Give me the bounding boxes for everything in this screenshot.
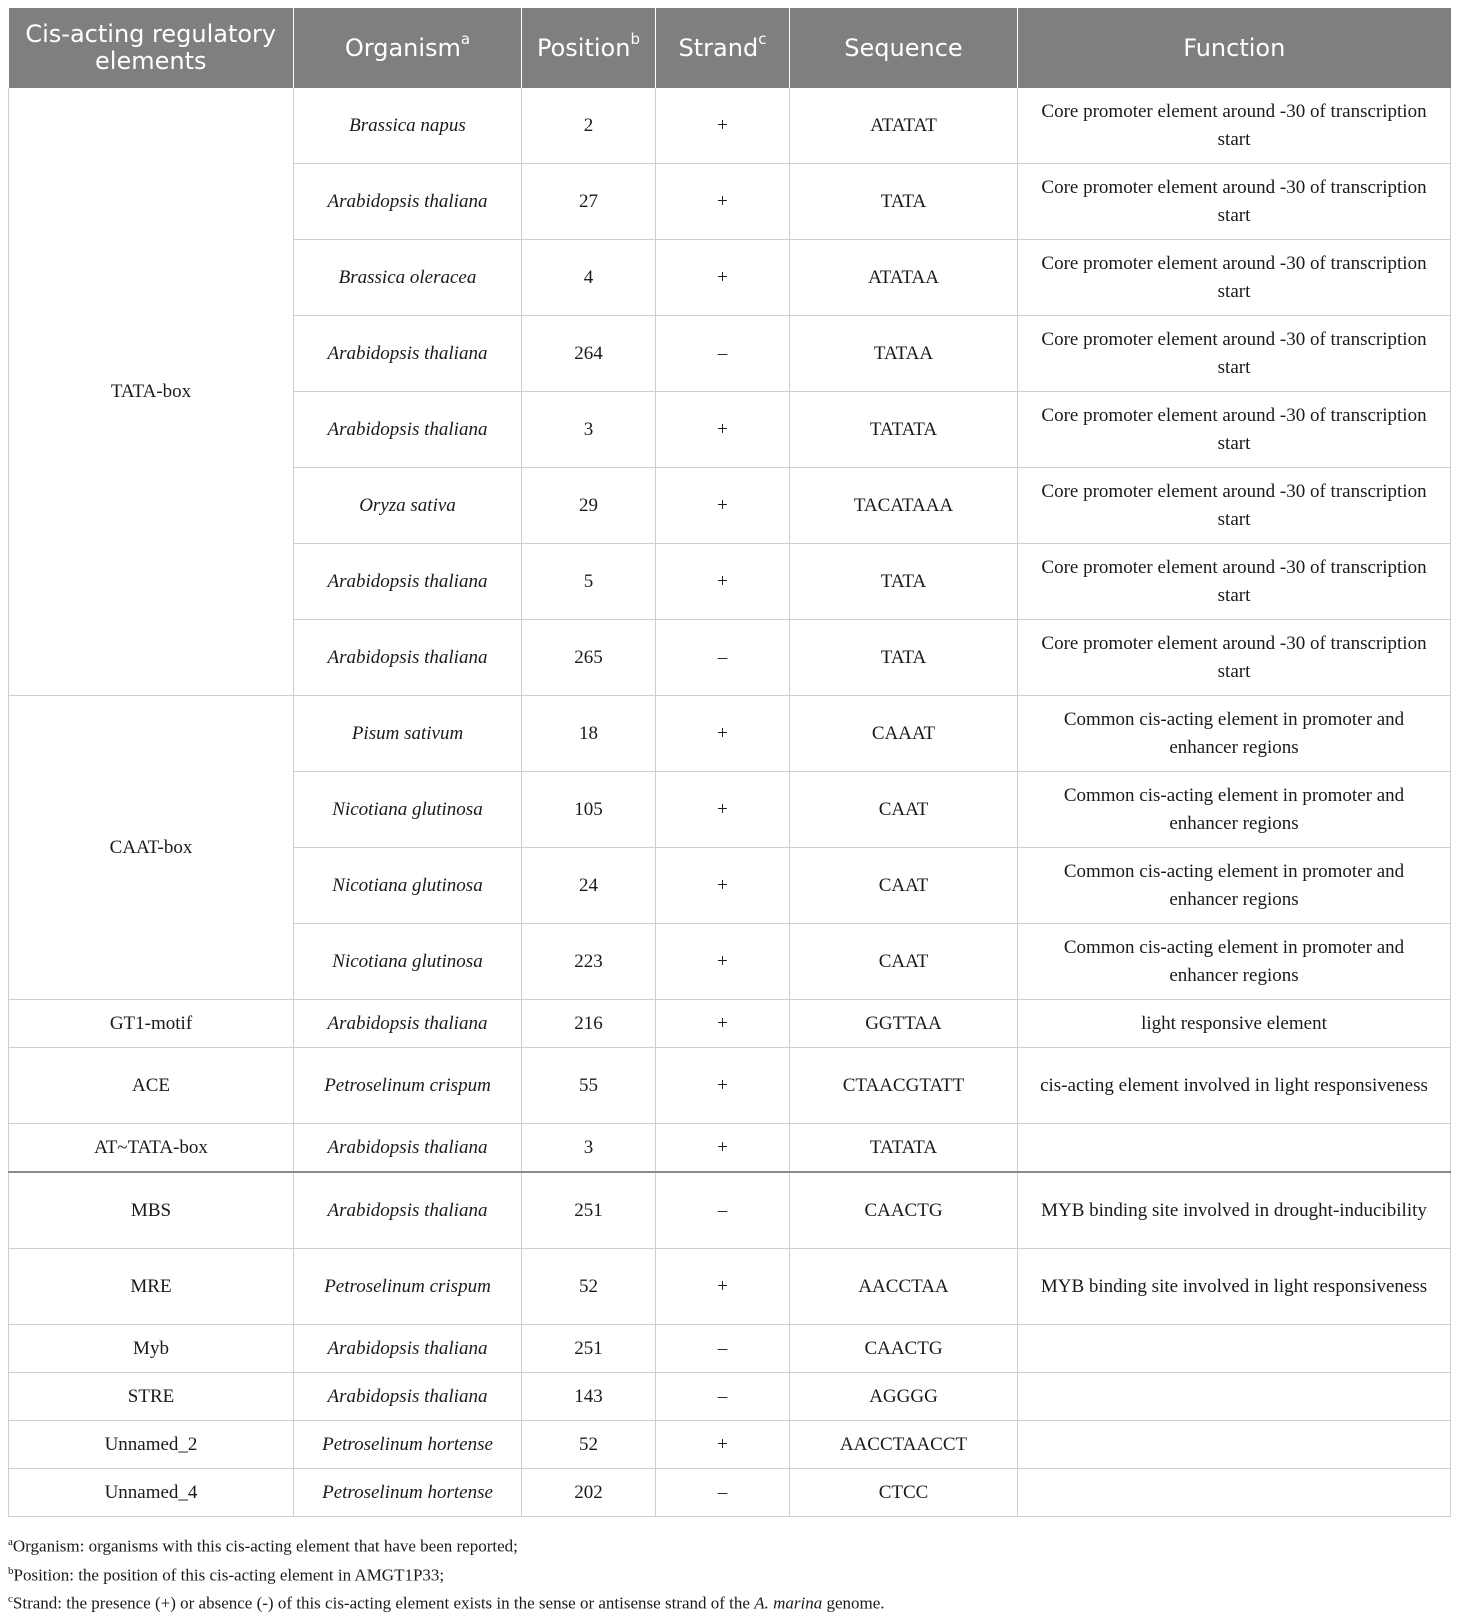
organism-cell: Brassica oleracea [294, 240, 522, 316]
organism-cell: Arabidopsis thaliana [294, 392, 522, 468]
organism-cell: Nicotiana glutinosa [294, 924, 522, 1000]
organism-cell: Pisum sativum [294, 696, 522, 772]
table-footnotes [8, 1530, 1450, 1616]
function-cell [1018, 1373, 1451, 1421]
function-cell [1018, 1124, 1451, 1173]
sequence-cell: ATATAA [790, 240, 1018, 316]
strand-cell: + [656, 924, 790, 1000]
sequence-cell: TATATA [790, 392, 1018, 468]
function-cell: Common cis-acting element in promoter and enhancer regions [1018, 848, 1451, 924]
sequence-cell: CAAT [790, 848, 1018, 924]
function-cell: Core promoter element around -30 of transcription start [1018, 316, 1451, 392]
cis-element-table [8, 8, 1451, 1517]
function-cell: MYB binding site involved in light responsiveness [1018, 1249, 1451, 1325]
strand-cell: – [656, 1172, 790, 1249]
organism-cell: Petroselinum hortense [294, 1421, 522, 1469]
strand-cell: + [656, 848, 790, 924]
table-row [9, 1325, 1451, 1373]
strand-cell: + [656, 88, 790, 164]
sequence-cell: CAACTG [790, 1172, 1018, 1249]
function-cell [1018, 1421, 1451, 1469]
strand-cell: – [656, 316, 790, 392]
organism-cell: Petroselinum crispum [294, 1249, 522, 1325]
strand-cell: + [656, 392, 790, 468]
table-row [9, 88, 1451, 164]
position-cell: 24 [522, 848, 656, 924]
strand-cell: + [656, 1249, 790, 1325]
position-cell: 29 [522, 468, 656, 544]
position-cell: 251 [522, 1325, 656, 1373]
sequence-cell: CTAACGTATT [790, 1048, 1018, 1124]
organism-cell: Arabidopsis thaliana [294, 1325, 522, 1373]
sequence-cell: AACCTAACCT [790, 1421, 1018, 1469]
table-header-row [9, 8, 1451, 88]
table-row [9, 1373, 1451, 1421]
table-row [9, 1469, 1451, 1517]
header-cell-organism: Organism$^a$ [294, 8, 522, 88]
position-cell: 52 [522, 1421, 656, 1469]
organism-cell: Arabidopsis thaliana [294, 544, 522, 620]
sequence-cell: CAAT [790, 772, 1018, 848]
element-name-cell: MBS [9, 1172, 294, 1249]
strand-cell: – [656, 1373, 790, 1421]
footnote-a: $^a$Organism: organisms with this cis-acting element that have been reported; [8, 1536, 518, 1556]
element-name-cell: GT1-motif [9, 1000, 294, 1048]
header-cell-position: Position$^b$ [522, 8, 656, 88]
position-cell: 143 [522, 1373, 656, 1421]
function-cell: Core promoter element around -30 of transcription start [1018, 620, 1451, 696]
sequence-cell: CAAAT [790, 696, 1018, 772]
organism-cell: Arabidopsis thaliana [294, 1373, 522, 1421]
element-name-cell: AT~TATA-box [9, 1124, 294, 1173]
footnote-b: $^b$Position: the position of this cis-acting element in AMGT1P33; [8, 1564, 445, 1585]
organism-cell: Arabidopsis thaliana [294, 620, 522, 696]
strand-cell: + [656, 1421, 790, 1469]
table-row [9, 1249, 1451, 1325]
sequence-cell: TACATAAA [790, 468, 1018, 544]
function-cell [1018, 1469, 1451, 1517]
element-name-cell: TATA-box [9, 88, 294, 696]
header-cell-function: Function [1018, 8, 1451, 88]
footnote-c: $^c$Strand: the presence (+) or absence (-) of this cis-acting element exists in the sense or antisense strand of the A. marina genome. [8, 1593, 885, 1613]
organism-cell: Arabidopsis thaliana [294, 1172, 522, 1249]
element-name-cell: Unnamed_4 [9, 1469, 294, 1517]
strand-cell: + [656, 772, 790, 848]
organism-cell: Arabidopsis thaliana [294, 1124, 522, 1173]
function-cell: Common cis-acting element in promoter and enhancer regions [1018, 696, 1451, 772]
sequence-cell: GGTTAA [790, 1000, 1018, 1048]
strand-cell: + [656, 164, 790, 240]
position-cell: 251 [522, 1172, 656, 1249]
position-cell: 4 [522, 240, 656, 316]
strand-cell: + [656, 696, 790, 772]
sequence-cell: TATA [790, 620, 1018, 696]
strand-cell: + [656, 1124, 790, 1173]
organism-cell: Nicotiana glutinosa [294, 772, 522, 848]
element-name-cell: STRE [9, 1373, 294, 1421]
table-row [9, 1124, 1451, 1173]
table-row [9, 1421, 1451, 1469]
position-cell: 2 [522, 88, 656, 164]
position-cell: 18 [522, 696, 656, 772]
position-cell: 55 [522, 1048, 656, 1124]
function-cell: MYB binding site involved in drought-inducibility [1018, 1172, 1451, 1249]
table-row [9, 1172, 1451, 1249]
organism-cell: Petroselinum hortense [294, 1469, 522, 1517]
element-name-cell: MRE [9, 1249, 294, 1325]
strand-cell: + [656, 1048, 790, 1124]
sequence-cell: AGGGG [790, 1373, 1018, 1421]
position-cell: 5 [522, 544, 656, 620]
organism-cell: Brassica napus [294, 88, 522, 164]
position-cell: 3 [522, 392, 656, 468]
function-cell: cis-acting element involved in light responsiveness [1018, 1048, 1451, 1124]
sequence-cell: TATA [790, 164, 1018, 240]
position-cell: 52 [522, 1249, 656, 1325]
function-cell: Core promoter element around -30 of transcription start [1018, 468, 1451, 544]
organism-cell: Arabidopsis thaliana [294, 164, 522, 240]
position-cell: 265 [522, 620, 656, 696]
table-row [9, 1048, 1451, 1124]
function-cell: Common cis-acting element in promoter and enhancer regions [1018, 772, 1451, 848]
strand-cell: – [656, 1469, 790, 1517]
function-cell: Core promoter element around -30 of transcription start [1018, 88, 1451, 164]
sequence-cell: TATAA [790, 316, 1018, 392]
element-name-cell: Myb [9, 1325, 294, 1373]
function-cell: Common cis-acting element in promoter and enhancer regions [1018, 924, 1451, 1000]
strand-cell: + [656, 240, 790, 316]
sequence-cell: CAACTG [790, 1325, 1018, 1373]
strand-cell: + [656, 1000, 790, 1048]
strand-cell: – [656, 1325, 790, 1373]
table-body [9, 88, 1451, 1517]
sequence-cell: TATA [790, 544, 1018, 620]
strand-cell: – [656, 620, 790, 696]
function-cell: Core promoter element around -30 of transcription start [1018, 164, 1451, 240]
sequence-cell: CTCC [790, 1469, 1018, 1517]
organism-cell: Nicotiana glutinosa [294, 848, 522, 924]
function-cell: Core promoter element around -30 of transcription start [1018, 392, 1451, 468]
function-cell: Core promoter element around -30 of transcription start [1018, 240, 1451, 316]
position-cell: 105 [522, 772, 656, 848]
organism-cell: Oryza sativa [294, 468, 522, 544]
organism-cell: Arabidopsis thaliana [294, 316, 522, 392]
cis-element-table-container [8, 8, 1450, 1517]
sequence-cell: ATATAT [790, 88, 1018, 164]
sequence-cell: CAAT [790, 924, 1018, 1000]
sequence-cell: AACCTAA [790, 1249, 1018, 1325]
position-cell: 216 [522, 1000, 656, 1048]
strand-cell: + [656, 468, 790, 544]
element-name-cell: ACE [9, 1048, 294, 1124]
element-name-cell: Unnamed_2 [9, 1421, 294, 1469]
position-cell: 264 [522, 316, 656, 392]
position-cell: 223 [522, 924, 656, 1000]
header-cell-element: Cis-acting regulatory elements [9, 8, 294, 88]
organism-cell: Petroselinum crispum [294, 1048, 522, 1124]
position-cell: 27 [522, 164, 656, 240]
function-cell: light responsive element [1018, 1000, 1451, 1048]
table-row [9, 1000, 1451, 1048]
table-row [9, 696, 1451, 772]
organism-cell: Arabidopsis thaliana [294, 1000, 522, 1048]
header-cell-strand: Strand$^c$ [656, 8, 790, 88]
function-cell [1018, 1325, 1451, 1373]
strand-cell: + [656, 544, 790, 620]
position-cell: 202 [522, 1469, 656, 1517]
function-cell: Core promoter element around -30 of transcription start [1018, 544, 1451, 620]
element-name-cell: CAAT-box [9, 696, 294, 1000]
position-cell: 3 [522, 1124, 656, 1173]
header-cell-sequence: Sequence [790, 8, 1018, 88]
sequence-cell: TATATA [790, 1124, 1018, 1173]
